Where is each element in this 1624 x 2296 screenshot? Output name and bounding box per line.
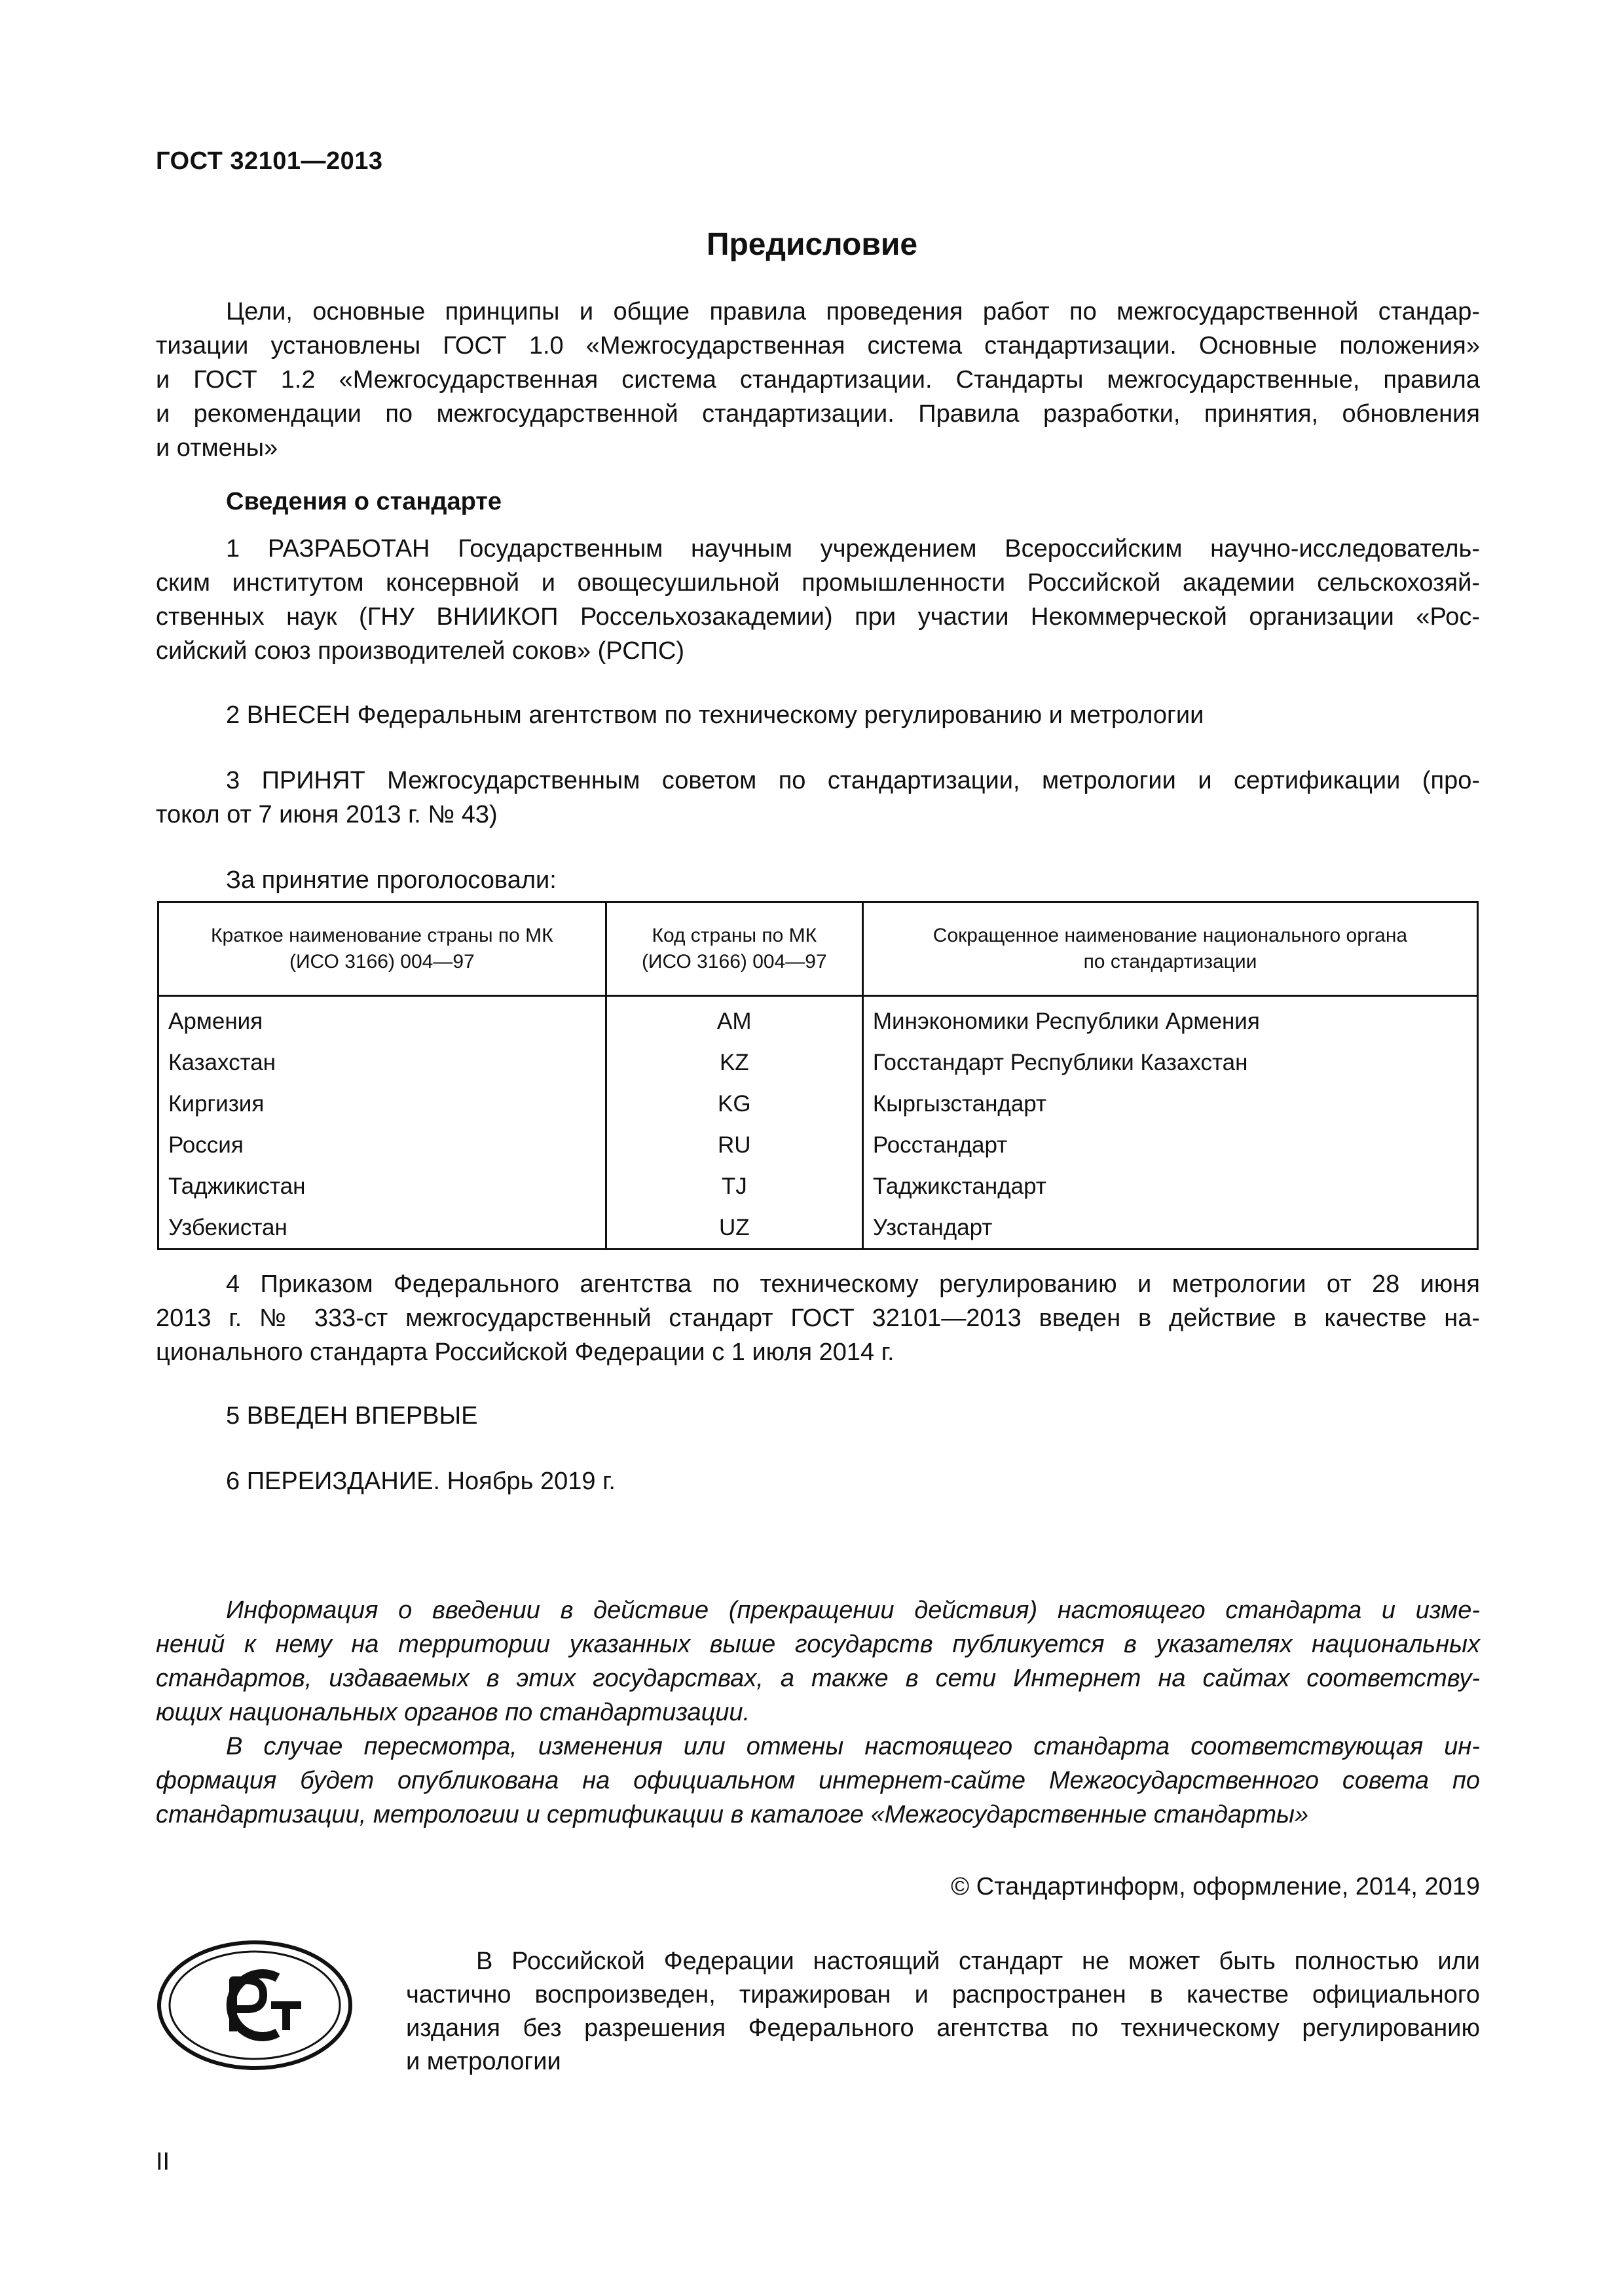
cell-body: Госстандарт Республики Казахстан bbox=[862, 1042, 1477, 1083]
cell-body: Узстандарт bbox=[862, 1207, 1477, 1250]
item-1-line: ским институтом консервной и овощесушильной промышленности Российской академии сельскохозяй- bbox=[156, 569, 1480, 597]
cell-body: Росстандарт bbox=[862, 1124, 1477, 1166]
notice-line: В Российской Федерации настоящий стандарт не может быть полностью или bbox=[476, 1948, 1480, 1975]
item-1-line: 1 РАЗРАБОТАН Государственным научным учреждением Всероссийским научно-исследователь- bbox=[226, 535, 1480, 563]
item-1 bbox=[156, 532, 1480, 668]
intro-line: Цели, основные принципы и общие правила проведения работ по межгосударственной стандар- bbox=[226, 298, 1480, 325]
note-revision-info bbox=[156, 1730, 1480, 1832]
table-row bbox=[158, 1207, 1478, 1250]
note-2-line: формация будет опубликована на официальном интернет-сайте Межгосударственного совета по bbox=[156, 1767, 1480, 1794]
copyright-line: © Стандартинформ, оформление, 2014, 2019 bbox=[951, 1873, 1480, 1900]
cell-country: Казахстан bbox=[158, 1042, 606, 1083]
intro-paragraph bbox=[156, 295, 1480, 465]
column-header-body: Сокращенное наименование национального органа по стандартизации bbox=[862, 902, 1477, 996]
table-header-row bbox=[158, 902, 1478, 996]
table-row bbox=[158, 1083, 1478, 1124]
intro-line: тизации установлены ГОСТ 1.0 «Межгосударственная система стандартизации. Основные положения» bbox=[156, 332, 1480, 360]
notice-line: и метрологии bbox=[406, 2048, 561, 2075]
voting-table bbox=[157, 901, 1479, 1250]
page-number: II bbox=[156, 2148, 170, 2176]
note-2-line: стандартизации, метрологии и сертификации в каталоге «Межгосударственные стандарты» bbox=[156, 1801, 1309, 1828]
note-1-line: нений к нему на территории указанных выше государств публикуется в указателях национальных bbox=[156, 1631, 1480, 1658]
item-5: 5 ВВЕДЕН ВПЕРВЫЕ bbox=[226, 1402, 478, 1430]
cell-code: RU bbox=[606, 1124, 862, 1166]
cell-country: Киргизия bbox=[158, 1083, 606, 1124]
table-row bbox=[158, 1166, 1478, 1207]
item-4-line: 4 Приказом Федерального агентства по техническому регулированию и метрологии от 28 июня bbox=[226, 1270, 1480, 1298]
info-heading: Сведения о стандарте bbox=[226, 488, 502, 515]
vote-caption: За принятие проголосовали: bbox=[226, 866, 557, 894]
cell-body: Таджикстандарт bbox=[862, 1166, 1477, 1207]
table-row bbox=[158, 1042, 1478, 1083]
rst-logo-icon bbox=[156, 1940, 354, 2071]
document-header: ГОСТ 32101—2013 bbox=[156, 147, 383, 175]
item-3-line: 3 ПРИНЯТ Межгосударственным советом по стандартизации, метрологии и сертификации (про- bbox=[226, 767, 1480, 794]
note-1-line: стандартов, издаваемых в этих государствах, а также в сети Интернет на сайтах соответству- bbox=[156, 1665, 1480, 1692]
note-1-line: Информация о введении в действие (прекращении действия) настоящего стандарта и изме- bbox=[226, 1597, 1480, 1624]
cell-code: UZ bbox=[606, 1207, 862, 1250]
cell-body: Минэкономики Республики Армения bbox=[862, 996, 1477, 1043]
table-row bbox=[158, 996, 1478, 1043]
intro-line: и ГОСТ 1.2 «Межгосударственная система стандартизации. Стандарты межгосударственные, правила bbox=[156, 366, 1480, 394]
table-row bbox=[158, 1124, 1478, 1166]
item-4 bbox=[156, 1267, 1480, 1369]
intro-line: и отмены» bbox=[156, 434, 278, 462]
cell-country: Россия bbox=[158, 1124, 606, 1166]
item-2: 2 ВНЕСЕН Федеральным агентством по техническому регулированию и метрологии bbox=[226, 701, 1204, 729]
cell-code: AM bbox=[606, 996, 862, 1043]
note-2-line: В случае пересмотра, изменения или отмены настоящего стандарта соответствующая ин- bbox=[226, 1733, 1480, 1760]
cell-code: KZ bbox=[606, 1042, 862, 1083]
intro-line: и рекомендации по межгосударственной стандартизации. Правила разработки, принятия, обновления bbox=[156, 400, 1480, 428]
item-3 bbox=[156, 764, 1480, 832]
item-4-line: ционального стандарта Российской Федерации с 1 июля 2014 г. bbox=[156, 1339, 895, 1366]
column-header-country: Краткое наименование страны по МК (ИСО 3166) 004—97 bbox=[158, 902, 606, 996]
item-6: 6 ПЕРЕИЗДАНИЕ. Ноябрь 2019 г. bbox=[226, 1468, 616, 1495]
cell-body: Кыргызстандарт bbox=[862, 1083, 1477, 1124]
reproduction-notice bbox=[406, 1945, 1480, 2079]
item-1-line: сийский союз производителей соков» (РСПС) bbox=[156, 637, 685, 665]
item-4-line: 2013 г. № 333-ст межгосударственный стандарт ГОСТ 32101—2013 введен в действие в качестве на- bbox=[156, 1305, 1480, 1332]
item-3-line: токол от 7 июня 2013 г. № 43) bbox=[156, 801, 498, 828]
page-title: Предисловие bbox=[706, 227, 918, 262]
notice-line: издания без разрешения Федерального агентства по техническому регулированию bbox=[406, 2014, 1480, 2042]
item-1-line: ственных наук (ГНУ ВНИИКОП Россельхозакадемии) при участии Некоммерческой организации «Рос- bbox=[156, 603, 1480, 631]
cell-code: TJ bbox=[606, 1166, 862, 1207]
cell-code: KG bbox=[606, 1083, 862, 1124]
note-introduction-info bbox=[156, 1593, 1480, 1730]
note-1-line: ющих национальных органов по стандартизации. bbox=[156, 1699, 750, 1726]
cell-country: Армения bbox=[158, 996, 606, 1043]
notice-line: частично воспроизведен, тиражирован и распространен в качестве официального bbox=[406, 1981, 1480, 2009]
cell-country: Таджикистан bbox=[158, 1166, 606, 1207]
cell-country: Узбекистан bbox=[158, 1207, 606, 1250]
column-header-code: Код страны по МК (ИСО 3166) 004—97 bbox=[606, 902, 862, 996]
